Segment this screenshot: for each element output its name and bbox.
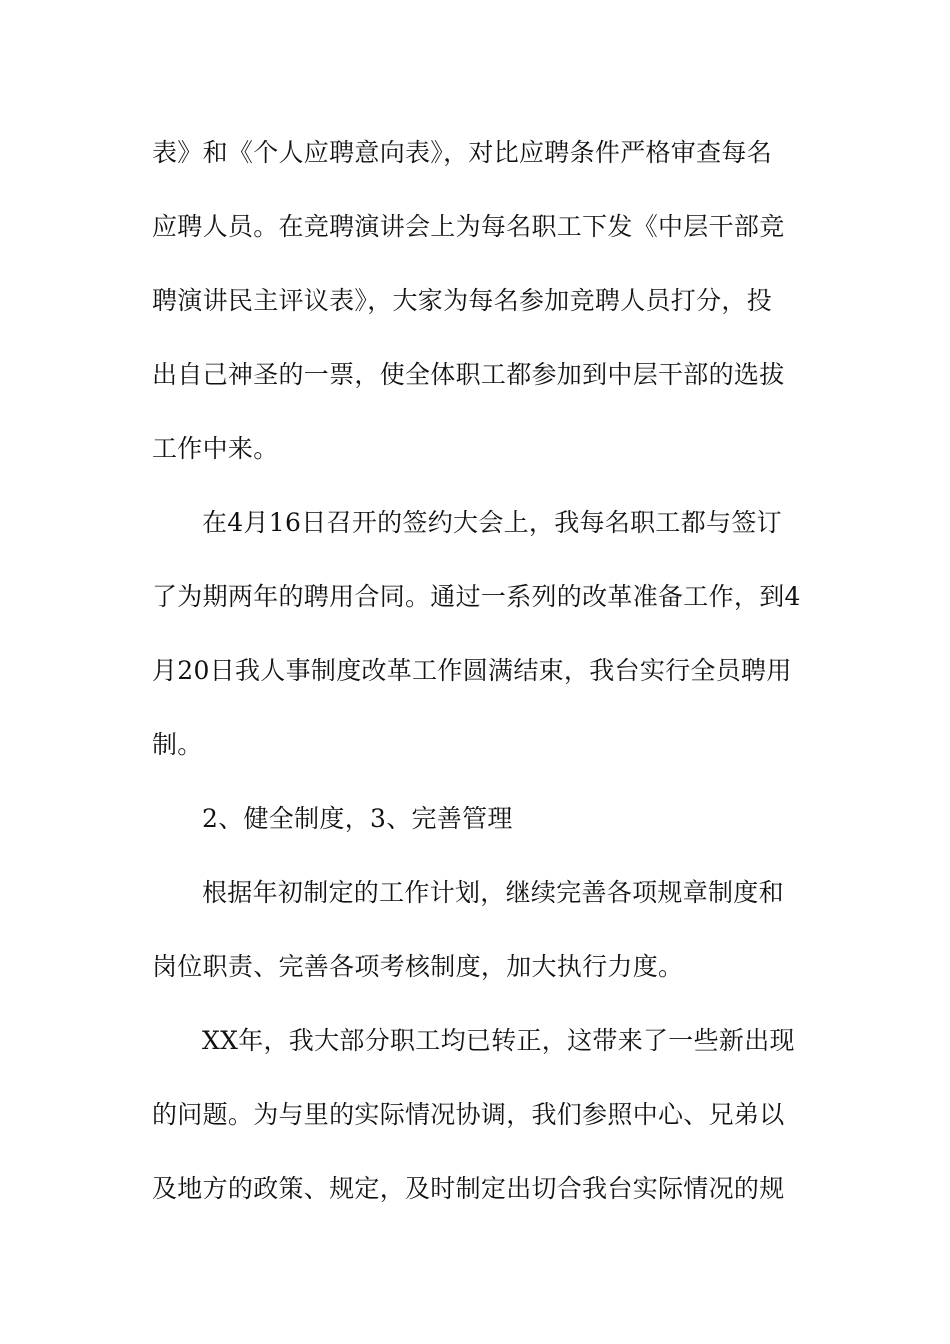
paragraph-start-line: 在4月16日召开的签约大会上，我每名职工都与签订: [202, 508, 782, 537]
text-line: 工作中来。: [152, 434, 279, 463]
text-line: 及地方的政策、规定，及时制定出切合我台实际情况的规: [152, 1174, 785, 1203]
text-line: 制。: [152, 730, 203, 759]
paragraph-start-line: XX年，我大部分职工均已转正，这带来了一些新出现: [202, 1026, 795, 1055]
text-line: 的问题。为与里的实际情况协调，我们参照中心、兄弟以: [152, 1100, 785, 1129]
body-text: [152, 130, 802, 1240]
text-line: 表》和《个人应聘意向表》，对比应聘条件严格审查每名: [152, 138, 773, 167]
text-line: 出自己神圣的一票，使全体职工都参加到中层干部的选拔: [152, 360, 785, 389]
text-line: 岗位职责、完善各项考核制度，加大执行力度。: [152, 952, 684, 981]
text-line: 了为期两年的聘用合同。通过一系列的改革准备工作，到4: [152, 582, 801, 611]
text-line: 应聘人员。在竞聘演讲会上为每名职工下发《中层干部竞: [152, 212, 785, 241]
text-line: 月20日我人事制度改革工作圆满结束，我台实行全员聘用: [152, 656, 792, 685]
section-heading: 2、健全制度，3、完善管理: [202, 804, 513, 833]
paragraph-start-line: 根据年初制定的工作计划，继续完善各项规章制度和: [202, 878, 784, 907]
text-line: 聘演讲民主评议表》，大家为每名参加竞聘人员打分，投: [152, 286, 773, 315]
